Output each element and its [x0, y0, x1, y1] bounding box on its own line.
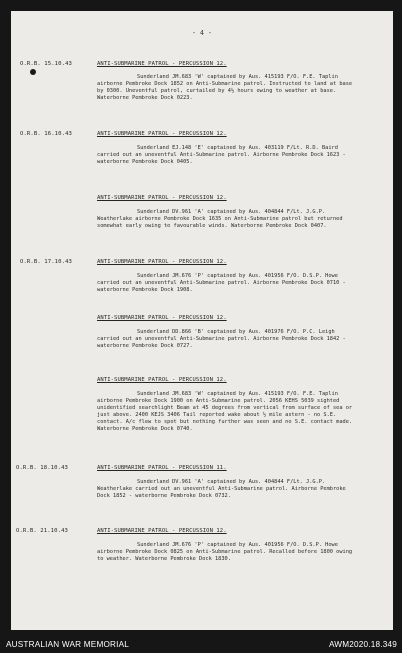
footer-accession-number: AWM2020.18.349	[328, 640, 397, 649]
entry-heading: ANTI-SUBMARINE PATROL - PERCUSSION 12.	[97, 195, 227, 201]
entry-date: O.R.B. 18.10.43	[16, 465, 69, 471]
entry-heading: ANTI-SUBMARINE PATROL - PERCUSSION 11.	[97, 465, 227, 471]
entry-heading: ANTI-SUBMARINE PATROL - PERCUSSION 12.	[97, 315, 227, 321]
page-number: - 4 -	[192, 29, 212, 37]
entry-text: Sunderland EJ.148 'E' captained by Aus. 403119 F/Lt. R.D. Baird carried out an uneventful Anti-Submarine patrol. Airborne Pembroke Dock 1623 - waterborne Pembroke Dock 0405.	[97, 145, 346, 166]
punch-hole	[30, 69, 36, 75]
entry-text: Sunderland JM.683 'W' captained by Aus. 415193 F/O. F.E. Taplin airborne Pembroke Dock 1900 on Anti-Submarine patrol. 2056 KEHS 5039 sighted unidentified searchlight Beam at 45 degrees from vertical from surface of sea or just above. 2400 KEJS 3406 Tail reported wake about ½ mile astern - no S.E. contact. A/c flew to spot but nothing further was seen and no S.E. contact made. Waterborne Pembroke Dock 0740.	[97, 391, 353, 433]
entry-date: O.R.B. 17.10.43	[20, 259, 73, 265]
entry-text: Sunderland JM.676 'P' captained by Aus. 401956 F/O. D.S.P. Howe airborne Pembroke Dock 0825 on Anti-Submarine patrol. Recalled before 1800 owing to weather. Waterborne Pembroke Dock 1830.	[97, 542, 353, 563]
entry-date: O.R.B. 16.10.43	[20, 131, 73, 137]
entry-text: Sunderland JM.676 'P' captained by Aus. 401956 F/O. D.S.P. Howe carried out an uneventful Anti-Submarine patrol. Airborne Pembroke Dock 0710 - waterborne Pembroke Dock 1908.	[97, 273, 346, 294]
entry-heading: ANTI-SUBMARINE PATROL - PERCUSSION 12.	[97, 377, 227, 383]
document-page	[11, 11, 393, 630]
entry-date: O.R.B. 21.10.43	[16, 528, 69, 534]
footer-institution: AUSTRALIAN WAR MEMORIAL	[6, 640, 130, 649]
entry-text: Sunderland DD.866 'B' captained by Aus. 401976 F/O. P.C. Leigh carried out an uneventful Anti-Submarine patrol. Airborne Pembroke Dock 1842 - waterborne Pembroke Dock 0727.	[97, 329, 346, 350]
entry-heading: ANTI-SUBMARINE PATROL - PERCUSSION 12.	[97, 528, 227, 534]
entry-text: Sunderland JM.683 'W' captained by Aus. 415193 F/O. F.E. Taplin airborne Pembroke Dock 1852 on Anti-Submarine patrol. Instructed to land at base by 0300. Uneventful patrol, curtailed by 4½ hours owing to weather at base. Waterborne Pembroke Dock 0223.	[97, 74, 353, 102]
entry-text: Sunderland DV.961 'A' captained by Aus. 404844 F/Lt. J.G.P. Weatherlake airborne Pembroke Dock 1635 on Anti-Submarine patrol but returned somewhat early owing to favourable winds. Waterborne Pembroke Dock 0407.	[97, 209, 343, 230]
entry-text: Sunderland DV.961 'A' captained by Aus. 404844 F/Lt. J.G.P. Weatherlake carried out an uneventful Anti-Submarine patrol. Airborne Pembroke Dock 1852 - waterborne Pembroke Dock 0732.	[97, 479, 346, 500]
entry-date: O.R.B. 15.10.43	[20, 61, 73, 67]
entry-heading: ANTI-SUBMARINE PATROL - PERCUSSION 12.	[97, 61, 227, 67]
entry-heading: ANTI-SUBMARINE PATROL - PERCUSSION 12.	[97, 259, 227, 265]
entry-heading: ANTI-SUBMARINE PATROL - PERCUSSION 12.	[97, 131, 227, 137]
